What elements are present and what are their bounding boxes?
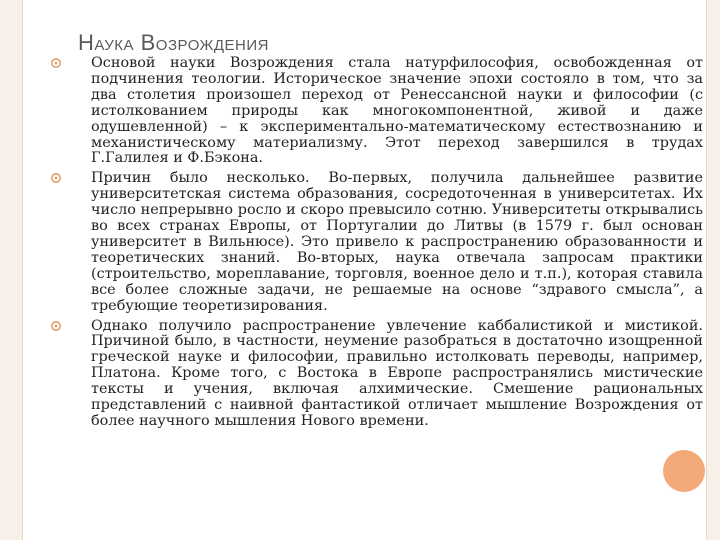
bullet-item [78, 171, 703, 314]
bullet-icon [50, 57, 62, 69]
slide-page [22, 0, 707, 540]
bullet-list [78, 56, 703, 434]
bullet-text: Причин было несколько. Во-первых, получила дальнейшее развитие университетская система образования, сосредоточенная в университетах. Их число непрерывно росло и скоро превысило сотню. Университеты открывались во всех странах Европы, от Португалии до Литвы (в 1579 г. был основан университет в Вильнюсе). Это привело к распространению образованности и теоретических знаний. Во-вторых, наука отвечала запросам практики (строительство, мореплавание, торговля, военное дело и т.п.), которая ставила все более сложные задачи, не решаемые на основе “здравого смысла”, а требующие теоретизирования. [91, 170, 703, 314]
bullet-item [78, 56, 703, 167]
bullet-item [78, 319, 703, 430]
bullet-icon [50, 172, 62, 184]
bullet-text: Основой науки Возрождения стала натурфилософия, освобожденная от подчинения теологии. Историческое значение эпохи состояло в том, что за два столетия произошел переход от Ренессансной науки и философии (с истолкованием природы как многокомпонентной, живой и даже одушевленной) – к экспериментально-математическому естествознанию и механистическому материализму. Этот переход завершился в трудах Г.Галилея и Ф.Бэкона. [91, 55, 703, 167]
bullet-text: Однако получило распространение увлечение каббалистикой и мистикой. Причиной было, в частности, неумение разобраться в достаточно изощренной греческой науке и философии, правильно истолковать переводы, например, Платона. Кроме того, с Востока в Европе распространялись мистические тексты и учения, включая алхимические. Смешение рациональных представлений с наивной фантастикой отличает мышление Возрождения от более научного мышления Нового времени. [91, 317, 703, 429]
bullet-icon [50, 320, 62, 332]
slide-title: Наука Возрождения [78, 30, 269, 55]
decorative-circle [663, 450, 705, 492]
